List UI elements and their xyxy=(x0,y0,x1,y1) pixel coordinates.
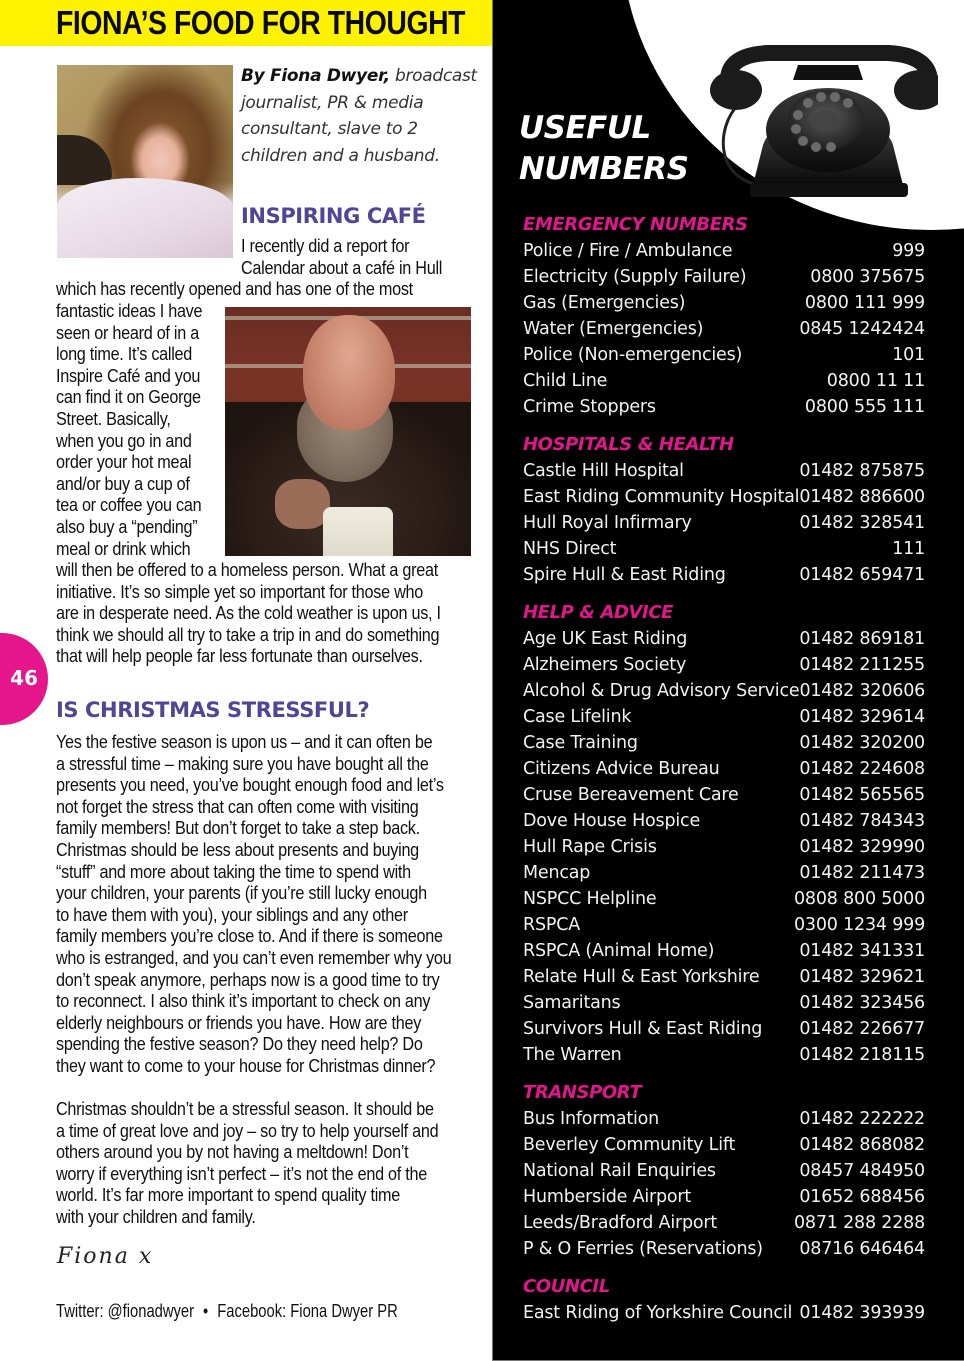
text-line: meal or drink which xyxy=(56,538,191,559)
byline: By Fiona Dwyer, broadcast journalist, PR & media consultant, slave to 2 children and a husband. xyxy=(241,66,477,166)
cafe-intro-text: I recently did a report for Calendar about a café in Hull xyxy=(241,236,443,278)
directory-entry xyxy=(523,886,925,912)
phone-number[interactable]: 01482 328541 xyxy=(799,513,925,533)
phone-number[interactable]: 08457 484950 xyxy=(799,1161,925,1181)
text-line: Inspire Café and you xyxy=(56,365,201,386)
directory-entry xyxy=(523,912,925,938)
category-heading: HOSPITALS & HEALTH xyxy=(523,434,734,455)
phone-number[interactable]: 01482 341331 xyxy=(799,941,925,961)
text-line: to have them with you), your siblings and any other xyxy=(56,904,408,925)
text-line: worry if everything isn’t perfect – it’s not the end of the xyxy=(56,1163,427,1184)
text-line: family members you’re close to. And if there is someone xyxy=(56,926,443,947)
text-line: tea or coffee you can xyxy=(56,495,202,516)
text-line: don’t speak anymore, perhaps now is a good time to try xyxy=(56,969,440,990)
text-line: presents you need, you’ve bought enough food and let’s xyxy=(56,775,444,796)
entry-name: Relate Hull & East Yorkshire xyxy=(523,967,760,987)
text-line: when you go in and xyxy=(56,430,192,451)
phone-number[interactable]: 0800 555 111 xyxy=(804,397,925,417)
phone-number[interactable]: 0800 111 999 xyxy=(804,293,925,313)
phone-number[interactable]: 01482 886600 xyxy=(799,487,925,507)
entry-name: Dove House Hospice xyxy=(523,811,701,831)
directory-entry xyxy=(523,730,925,756)
directory-entry xyxy=(523,860,925,886)
entry-name: Survivors Hull & East Riding xyxy=(523,1019,763,1039)
directory-entry xyxy=(523,782,925,808)
cafe-after-text xyxy=(56,560,484,668)
entry-name: Citizens Advice Bureau xyxy=(523,759,720,779)
useful-numbers-panel xyxy=(492,0,964,1361)
directory-group xyxy=(523,432,925,588)
homeless-man-photo xyxy=(225,307,471,556)
entry-name: East Riding of Yorkshire Council xyxy=(523,1303,793,1323)
directory-entry xyxy=(523,834,925,860)
phone-number[interactable]: 01652 688456 xyxy=(799,1187,925,1207)
article-title: FIONA’S FOOD FOR THOUGHT xyxy=(56,4,466,41)
section-heading-christmas: IS CHRISTMAS STRESSFUL? xyxy=(56,698,370,722)
phone-number[interactable]: 01482 565565 xyxy=(799,785,925,805)
facebook-link[interactable]: Facebook: Fiona Dwyer PR xyxy=(217,1301,398,1321)
directory-entry xyxy=(523,704,925,730)
directory-entry xyxy=(523,1210,925,1236)
directory-entry xyxy=(523,626,925,652)
directory-entry xyxy=(523,1184,925,1210)
directory-entry xyxy=(523,808,925,834)
directory-entry xyxy=(523,1236,925,1262)
text-line: to reconnect. I also think it’s important to check on any xyxy=(56,991,431,1012)
phone-number[interactable]: 01482 323456 xyxy=(799,993,925,1013)
phone-number[interactable]: 0800 375675 xyxy=(810,267,925,287)
author-photo xyxy=(57,65,233,258)
text-line: order your hot meal xyxy=(56,452,192,473)
directory-entry xyxy=(523,678,925,704)
phone-number[interactable]: 01482 329621 xyxy=(799,967,925,987)
directory-entry xyxy=(523,562,925,588)
entry-name: Hull Rape Crisis xyxy=(523,837,657,857)
phone-number[interactable]: 01482 320606 xyxy=(799,681,926,701)
entry-name: The Warren xyxy=(523,1045,622,1065)
text-line: a stressful time – making sure you have bought all the xyxy=(56,753,429,774)
text-line: seen or heard of in a xyxy=(56,322,199,343)
phone-number[interactable]: 0845 1242424 xyxy=(799,319,925,339)
phone-number[interactable]: 01482 222222 xyxy=(799,1109,925,1129)
entry-name: Bus Information xyxy=(523,1109,660,1129)
entry-name: Crime Stoppers xyxy=(523,397,656,417)
phone-number[interactable]: 01482 320200 xyxy=(799,733,925,753)
directory-entry xyxy=(523,342,925,368)
entry-name: Police / Fire / Ambulance xyxy=(523,241,733,261)
cafe-wrap-text xyxy=(56,301,219,560)
entry-name: Case Lifelink xyxy=(523,707,632,727)
category-heading: EMERGENCY NUMBERS xyxy=(523,214,748,235)
phone-number[interactable]: 999 xyxy=(892,241,925,261)
entry-name: Castle Hill Hospital xyxy=(523,461,684,481)
entry-name: Water (Emergencies) xyxy=(523,319,704,339)
entry-name: Case Training xyxy=(523,733,638,753)
text-line: others around you by not having a meltdown! Don’t xyxy=(56,1142,409,1163)
directory-entry xyxy=(523,238,925,264)
directory-entry xyxy=(523,290,925,316)
directory-entry xyxy=(523,394,925,420)
entry-name: RSPCA (Animal Home) xyxy=(523,941,715,961)
entry-name: Leeds/Bradford Airport xyxy=(523,1213,718,1233)
text-line: are in desperate need. As the cold weather is upon us, I xyxy=(56,603,441,624)
directory-entry xyxy=(523,964,925,990)
directory-entry xyxy=(523,1042,925,1068)
category-heading: TRANSPORT xyxy=(523,1082,642,1103)
text-line: your children, your parents (if you’re still lucky enough xyxy=(56,883,427,904)
phone-number[interactable]: 01482 226677 xyxy=(799,1019,925,1039)
entry-name: Hull Royal Infirmary xyxy=(523,513,692,533)
text-line: Christmas should be less about presents and buying xyxy=(56,839,419,860)
entry-name: Electricity (Supply Failure) xyxy=(523,267,747,287)
phone-number[interactable]: 01482 211255 xyxy=(799,655,925,675)
text-line: long time. It’s called xyxy=(56,344,193,365)
directory-entry xyxy=(523,652,925,678)
cafe-line-full: which has recently opened and has one of the most xyxy=(56,279,413,299)
entry-name: Alcohol & Drug Advisory Service xyxy=(523,681,800,701)
entry-name: Child Line xyxy=(523,371,608,391)
text-line: Yes the festive season is upon us – and it can often be xyxy=(56,732,433,752)
phone-number[interactable]: 0871 288 2288 xyxy=(794,1213,925,1233)
text-line: and/or buy a cup of xyxy=(56,473,190,494)
directory-group xyxy=(523,1080,925,1262)
phone-number[interactable]: 111 xyxy=(892,539,925,559)
phone-number[interactable]: 01482 868082 xyxy=(799,1135,925,1155)
section-heading-inspiring-cafe: INSPIRING CAFÉ xyxy=(241,204,426,228)
entry-name: NHS Direct xyxy=(523,539,617,559)
directory-group xyxy=(523,212,925,420)
text-line: that will help people far less fortunate than ourselves. xyxy=(56,646,423,667)
directory-entry xyxy=(523,1300,925,1326)
category-heading: HELP & ADVICE xyxy=(523,602,674,623)
directory-entry xyxy=(523,1132,925,1158)
text-line: fantastic ideas I have xyxy=(56,301,203,321)
text-line: with your children and family. xyxy=(56,1206,256,1227)
category-heading: COUNCIL xyxy=(523,1276,610,1297)
useful-numbers-title: USEFUL NUMBERS xyxy=(519,110,689,187)
directory-entry xyxy=(523,484,925,510)
page-number: 46 xyxy=(10,666,38,690)
separator-bullet: • xyxy=(203,1301,209,1321)
text-line: initiative. It’s so simple yet so important for those who xyxy=(56,581,423,602)
signature: Fiona x xyxy=(57,1244,154,1269)
phone-number[interactable]: 01482 329614 xyxy=(799,707,925,727)
rotary-telephone-icon xyxy=(698,35,938,210)
text-line: can find it on George xyxy=(56,387,201,408)
directory-entry xyxy=(523,316,925,342)
text-line: family members! But don’t forget to take a step back. xyxy=(56,818,420,839)
directory-entry xyxy=(523,368,925,394)
entry-name: Samaritans xyxy=(523,993,621,1013)
phone-number[interactable]: 0808 800 5000 xyxy=(794,889,925,909)
entry-name: East Riding Community Hospital xyxy=(523,487,800,507)
text-line: Christmas shouldn’t be a stressful season. It should be xyxy=(56,1099,434,1119)
entry-name: National Rail Enquiries xyxy=(523,1161,716,1181)
text-line: think we should all try to take a trip in and do something xyxy=(56,624,440,645)
phone-number[interactable]: 01482 784343 xyxy=(799,811,925,831)
social-links xyxy=(56,1301,398,1322)
entry-name: Beverley Community Lift xyxy=(523,1135,736,1155)
directory-entry xyxy=(523,990,925,1016)
phone-number[interactable]: 0300 1234 999 xyxy=(794,915,925,935)
text-line: also buy a “pending” xyxy=(56,516,198,537)
entry-name: NSPCC Helpline xyxy=(523,889,657,909)
directory-entry xyxy=(523,1158,925,1184)
christmas-paragraph-2 xyxy=(56,1099,481,1229)
directory-entry xyxy=(523,510,925,536)
text-line: they want to come to your house for Christmas dinner? xyxy=(56,1055,436,1076)
phone-number[interactable]: 01482 224608 xyxy=(799,759,925,779)
entry-name: Gas (Emergencies) xyxy=(523,293,686,313)
entry-name: Spire Hull & East Riding xyxy=(523,565,726,585)
entry-name: Police (Non-emergencies) xyxy=(523,345,743,365)
directory-entry xyxy=(523,938,925,964)
directory-entry xyxy=(523,756,925,782)
phone-number[interactable]: 01482 869181 xyxy=(799,629,925,649)
phone-number[interactable]: 08716 646464 xyxy=(799,1239,925,1259)
entry-name: Alzheimers Society xyxy=(523,655,687,675)
phone-number[interactable]: 01482 218115 xyxy=(799,1045,925,1065)
byline-name: By Fiona Dwyer, xyxy=(241,66,390,86)
text-line: “stuff” and more about taking the time to spend with xyxy=(56,861,411,882)
text-line: a time of great love and joy – so try to help yourself and xyxy=(56,1120,439,1141)
directory-entry xyxy=(523,264,925,290)
entry-name: Cruse Bereavement Care xyxy=(523,785,739,805)
text-line: elderly neighbours or friends you have. How are they xyxy=(56,1012,422,1033)
text-line: spending the festive season? Do they need help? Do xyxy=(56,1034,423,1055)
twitter-link[interactable]: Twitter: @fionadwyer xyxy=(56,1301,195,1321)
directory-entry xyxy=(523,1016,925,1042)
text-line: not forget the stress that can often come with visiting xyxy=(56,796,419,817)
entry-name: Humberside Airport xyxy=(523,1187,692,1207)
directory-group xyxy=(523,1274,925,1326)
text-line: will then be offered to a homeless person. What a great xyxy=(56,560,438,580)
entry-name: Mencap xyxy=(523,863,591,883)
entry-name: P & O Ferries (Reservations) xyxy=(523,1239,763,1259)
directory-entry xyxy=(523,536,925,562)
phone-number[interactable]: 01482 875875 xyxy=(799,461,925,481)
directory-group xyxy=(523,600,925,1068)
directory-entry xyxy=(523,1106,925,1132)
christmas-paragraph-1 xyxy=(56,732,495,1078)
phone-number[interactable]: 0800 11 11 xyxy=(826,371,925,391)
phone-number[interactable]: 01482 211473 xyxy=(799,863,925,883)
phone-number[interactable]: 01482 659471 xyxy=(799,565,925,585)
directory-entry xyxy=(523,458,925,484)
entry-name: Age UK East Riding xyxy=(523,629,688,649)
phone-directory xyxy=(523,212,925,1338)
text-line: who is estranged, and you can’t even remember why you xyxy=(56,947,452,968)
phone-number[interactable]: 101 xyxy=(892,345,925,365)
text-line: world. It’s far more important to spend quality time xyxy=(56,1185,401,1206)
text-line: Street. Basically, xyxy=(56,408,171,429)
phone-number[interactable]: 01482 329990 xyxy=(799,837,925,857)
byline-desc: broadcast xyxy=(389,66,477,86)
phone-number[interactable]: 01482 393939 xyxy=(799,1303,925,1323)
page-number-badge xyxy=(0,633,48,725)
title-bar xyxy=(0,0,492,46)
entry-name: RSPCA xyxy=(523,915,581,935)
